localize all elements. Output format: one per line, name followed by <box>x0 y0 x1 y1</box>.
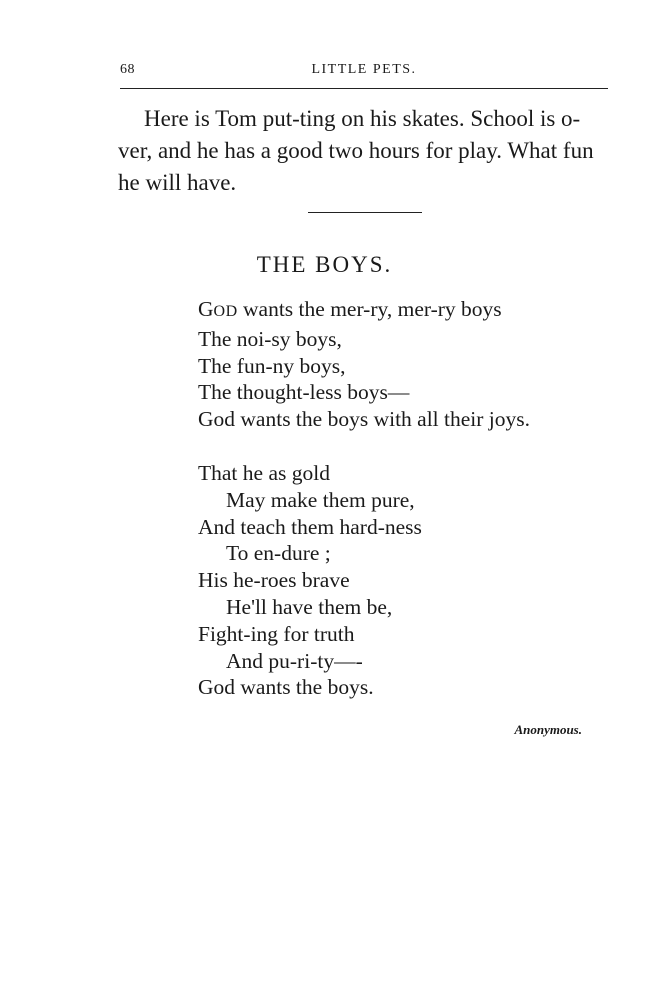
poem-line: The thought-less boys— <box>198 380 410 405</box>
poem-line: To en-dure ; <box>226 541 331 566</box>
poem-line: God wants the boys. <box>198 675 374 700</box>
poem-line: The fun-ny boys, <box>198 353 346 378</box>
prose-paragraph-block <box>118 103 613 199</box>
poem-stanza-1 <box>198 296 628 433</box>
poem-line: That he as gold <box>198 461 330 485</box>
poem-line: Fight-ing for truth <box>198 621 355 646</box>
poem-line: May make them pure, <box>226 487 415 512</box>
page-number: 68 <box>120 62 135 77</box>
poem-attribution: Anonymous. <box>514 722 582 737</box>
poem-line: He'll have them be, <box>226 594 393 619</box>
poem-line: And teach them hard-ness <box>198 514 422 539</box>
poem-stanza-2 <box>198 460 628 701</box>
poem-line: His he-roes brave <box>198 568 350 593</box>
page-header <box>120 62 608 89</box>
running-head: LITTLE PETS. <box>311 62 417 77</box>
drop-initial: G <box>198 297 214 321</box>
section-divider <box>308 212 422 213</box>
prose-text: Here is Tom put-ting on his skates. School is o-ver, and he has a good two hours for play. What fun he will have. <box>118 106 594 195</box>
poem-line: God wants the boys with all their joys. <box>198 407 531 432</box>
poem-line: The noi-sy boys, <box>198 326 342 351</box>
poem-line-text: wants the mer-ry, mer-ry boys <box>237 297 502 321</box>
poem-line <box>198 296 628 326</box>
small-caps-rest: OD <box>213 303 238 320</box>
poem-line: And pu-ri-ty—- <box>226 648 363 673</box>
prose-paragraph <box>118 103 613 199</box>
poem-title: THE BOYS. <box>256 252 393 277</box>
